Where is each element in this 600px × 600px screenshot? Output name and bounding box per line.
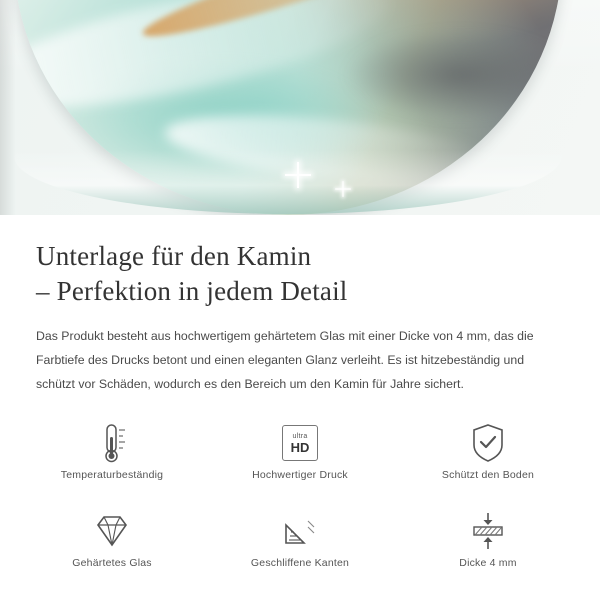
feature-item-print-quality [206,421,394,499]
marble-streak [344,30,562,120]
feature-label: Temperaturbeständig [60,469,164,482]
feature-item-temperature [18,421,206,499]
ultra-hd-badge-top: ultra [292,432,308,440]
feature-label: Schützt den Boden [441,469,535,482]
feature-label: Gehärtetes Glas [72,557,152,570]
description-text-block [0,215,600,397]
body-paragraph: Das Produkt besteht aus hochwertigem gehärtetem Glas mit einer Dicke von 4 mm, das die Farbtiefe des Drucks betont und einen eleganten Glanz verleiht. Es ist hitzebeständig und schützt vor Schäden, wodurch es den Bereich um den Kamin für Jahre sichert. [36,329,534,392]
headline-line-2: – Perfektion in jedem Detail [36,276,348,307]
feature-label: Geschliffene Kanten [250,557,350,570]
feature-label: Hochwertiger Druck [252,469,348,482]
hero-image [0,0,600,215]
thickness-arrows-icon [466,509,510,553]
diamond-icon [90,509,134,553]
polished-edges-icon [278,509,322,553]
feature-label: Dicke 4 mm [459,557,517,570]
ultra-hd-icon [282,421,318,465]
shield-check-icon [468,421,508,465]
headline-line-1: Unterlage für den Kamin [36,241,312,271]
feature-grid [0,397,600,587]
feature-item-tempered-glass [18,509,206,587]
feature-item-floor-protection [394,421,582,499]
ultra-hd-badge-bottom: HD [290,439,310,455]
feature-item-polished-edges [206,509,394,587]
feature-item-thickness [394,509,582,587]
page-title [36,239,564,309]
thermometer-icon [92,421,132,465]
page-edge-shadow [0,0,16,215]
